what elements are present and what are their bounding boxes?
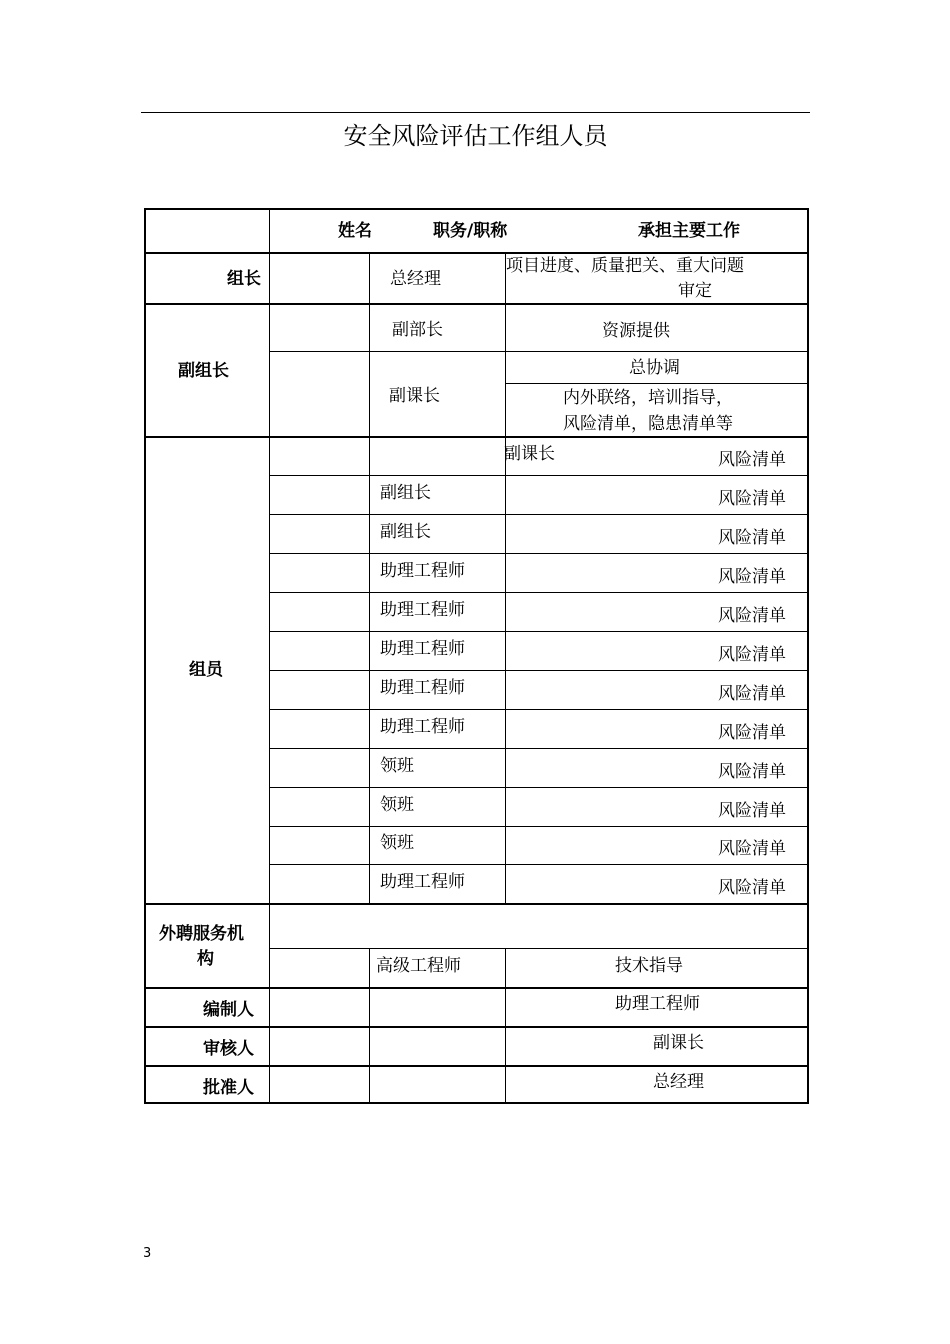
member-duties: 风险清单: [718, 450, 786, 470]
signoff-label: 编制人: [203, 1000, 254, 1020]
row-divider: [269, 670, 808, 671]
deputy-position: 副课长: [389, 386, 440, 406]
members-label: 组员: [189, 660, 223, 680]
top-rule: [141, 112, 810, 113]
row-divider: [269, 948, 808, 949]
row-divider: [269, 709, 808, 710]
member-duties: 风险清单: [718, 606, 786, 626]
member-duties: 风险清单: [718, 567, 786, 587]
signoff-value: 助理工程师: [615, 994, 700, 1014]
row-divider: [269, 514, 808, 515]
deputy-duties: 内外联络，培训指导，: [563, 388, 733, 408]
column-divider: [369, 253, 370, 904]
row-divider: [269, 351, 808, 352]
member-duties: 风险清单: [718, 489, 786, 509]
row-divider: [269, 748, 808, 749]
deputy-duties: 总协调: [629, 358, 680, 378]
column-divider: [369, 948, 370, 1103]
member-duties: 风险清单: [718, 684, 786, 704]
row-divider: [269, 553, 808, 554]
row-divider: [269, 592, 808, 593]
external-position: 高级工程师: [376, 956, 461, 976]
deputy-duties: 资源提供: [602, 321, 670, 341]
member-position: 助理工程师: [380, 561, 465, 581]
row-divider: [145, 903, 808, 905]
header-name: 姓名: [338, 221, 372, 241]
member-position: 助理工程师: [380, 872, 465, 892]
signoff-label: 审核人: [203, 1039, 254, 1059]
leader-position: 总经理: [390, 269, 441, 289]
row-divider: [505, 383, 808, 384]
signoff-label: 批准人: [203, 1078, 254, 1098]
member-duties: 风险清单: [718, 528, 786, 548]
member-position: 领班: [380, 795, 414, 815]
signoff-value: 总经理: [653, 1072, 704, 1092]
column-divider: [505, 948, 506, 1103]
header-position: 职务/职称: [433, 221, 508, 241]
member-duties: 风险清单: [718, 801, 786, 821]
external-label-line2: 构: [197, 949, 214, 969]
row-divider: [145, 1026, 808, 1028]
row-divider: [145, 1065, 808, 1067]
document-title: 安全风险评估工作组人员: [343, 122, 608, 150]
member-position: 领班: [380, 833, 414, 853]
external-duties: 技术指导: [615, 956, 683, 976]
leader-duties-line2: 审定: [678, 281, 712, 301]
table-frame: [144, 208, 809, 1104]
row-divider: [269, 631, 808, 632]
deputy-label: 副组长: [178, 361, 229, 381]
row-divider: [269, 475, 808, 476]
external-label-line1: 外聘服务机: [159, 924, 244, 944]
row-divider: [145, 987, 808, 989]
row-divider: [269, 787, 808, 788]
member-position: 助理工程师: [380, 600, 465, 620]
deputy-position: 副部长: [392, 320, 443, 340]
leader-duties-line1: 项目进度、质量把关、重大问题: [506, 256, 744, 276]
row-divider: [269, 826, 808, 827]
member-position: 助理工程师: [380, 639, 465, 659]
member-position: 领班: [380, 756, 414, 776]
member-position: 副组长: [380, 483, 431, 503]
member-position: 助理工程师: [380, 678, 465, 698]
member-position: 副组长: [380, 522, 431, 542]
column-divider: [269, 209, 270, 1103]
member-duties: 风险清单: [718, 839, 786, 859]
header-duties: 承担主要工作: [638, 221, 740, 241]
member-duties: 风险清单: [718, 723, 786, 743]
member-duties: 风险清单: [718, 878, 786, 898]
page-number: 3: [143, 1246, 152, 1261]
column-divider: [505, 253, 506, 904]
signoff-value: 副课长: [653, 1033, 704, 1053]
member-duties: 风险清单: [718, 645, 786, 665]
leader-label: 组长: [227, 269, 261, 289]
member-duties: 风险清单: [718, 762, 786, 782]
deputy-duties: 风险清单，隐患清单等: [563, 414, 733, 434]
row-divider: [269, 864, 808, 865]
member-duties-overflow: 副课长: [504, 444, 555, 464]
member-position: 助理工程师: [380, 717, 465, 737]
